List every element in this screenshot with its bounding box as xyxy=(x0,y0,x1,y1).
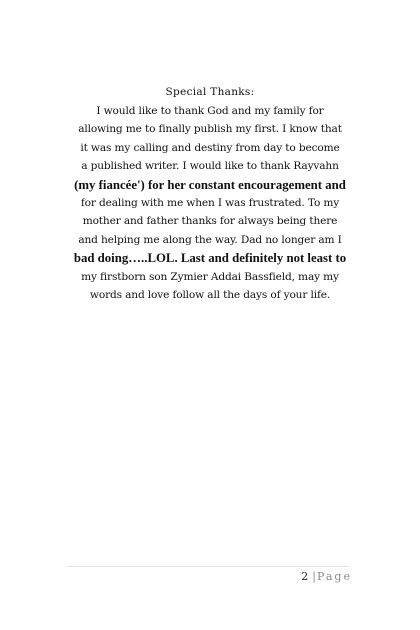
paragraph-line: it was my calling and destiny from day to become xyxy=(80,141,340,154)
paragraph-line: allowing me to finally publish my first. I know that xyxy=(78,123,342,136)
paragraph-line: for dealing with me when I was frustrated. To my xyxy=(80,197,340,210)
paragraph-line: words and love follow all the days of your life. xyxy=(89,289,331,302)
paragraph-line: my firstborn son Zymier Addai Bassfield, may my xyxy=(81,270,339,283)
page-footer xyxy=(301,570,352,583)
paragraph-line: bad doing…..LOL. Last and definitely not least to xyxy=(73,251,347,266)
footer-divider xyxy=(66,566,350,567)
paragraph-line: a published writer. I would like to thank Rayvahn xyxy=(81,160,339,173)
page-heading: Special Thanks: xyxy=(165,86,255,98)
page-label: Page xyxy=(316,570,352,583)
footer-separator: | xyxy=(312,570,316,583)
paragraph-line: I would like to thank God and my family for xyxy=(96,105,324,117)
paragraph-line: (my fiancée') for her constant encouragement and xyxy=(74,177,346,192)
acknowledgement-paragraph xyxy=(50,102,370,304)
paragraph-line: mother and father thanks for always being there xyxy=(82,215,338,228)
page-number: 2 xyxy=(301,570,309,583)
paragraph-line: and helping me along the way. Dad no longer am I xyxy=(78,233,342,246)
